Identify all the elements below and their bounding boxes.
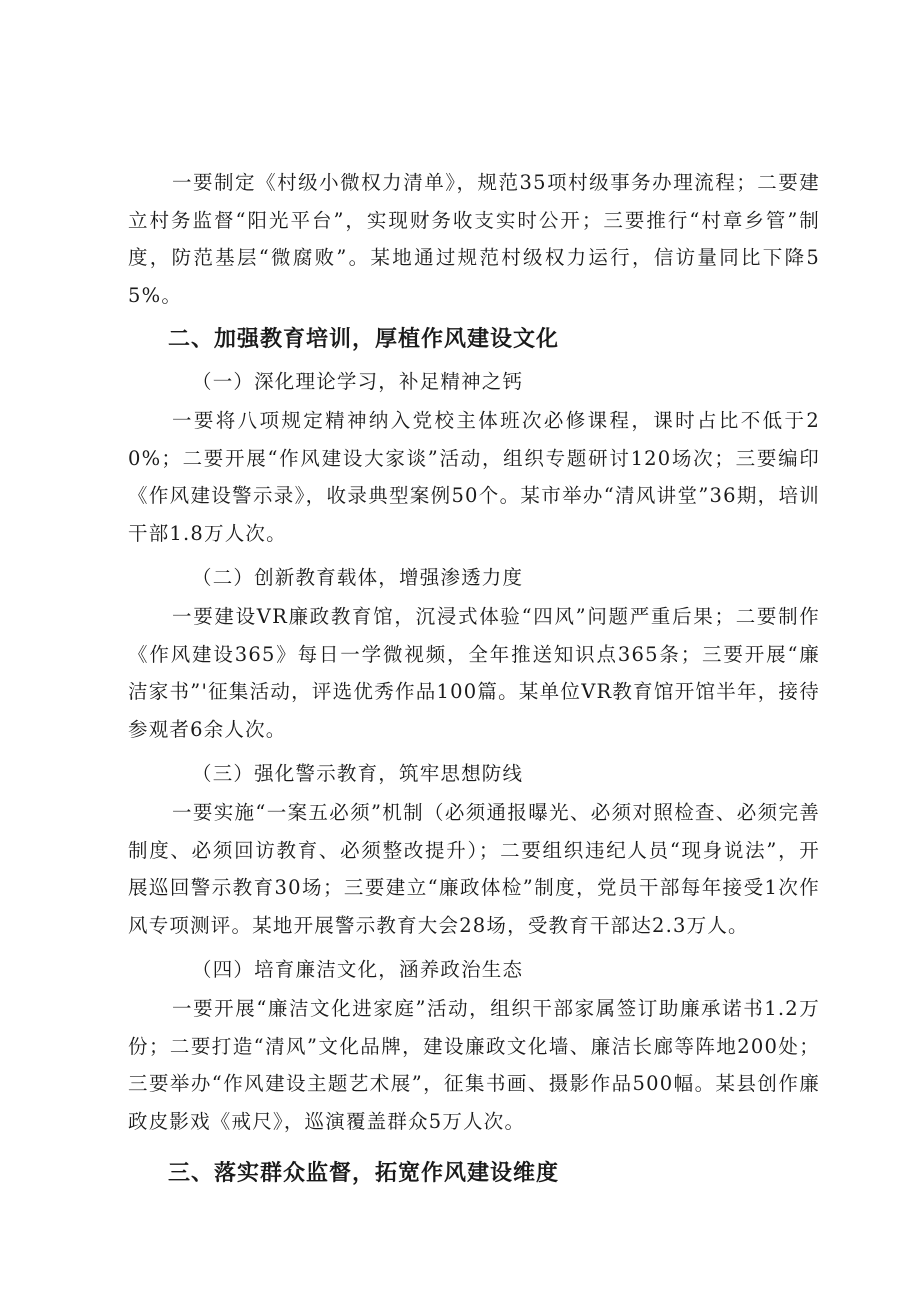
subsection-title-2: （二）创新教育载体，增强渗透力度 xyxy=(192,566,524,589)
subsection-paragraph-1: 一要将八项规定精神纳入党校主体班次必修课程，课时占比不低于20%；二要开展“作风建设大家谈”活动，组织专题研讨120场次；三要编印《作风建设警示录》，收录典型案例50个。某市举办“清风讲堂”36期，培训干部1.8万人次。 xyxy=(128,409,820,545)
subsection-paragraph-4: 一要开展“廉洁文化进家庭”活动，组织干部家属签订助廉承诺书1.2万份；二要打造“清风”文化品牌，建设廉政文化墙、廉洁长廊等阵地200处；三要举办“作风建设主题艺术展”，征集书画、摄影作品500幅。某县创作廉政皮影戏《戒尺》，巡演覆盖群众5万人次。 xyxy=(128,997,820,1133)
section-heading-2: 二、加强教育培训，厚植作风建设文化 xyxy=(168,327,560,352)
subsection-title-4: （四）培育廉洁文化，涵养政治生态 xyxy=(192,958,524,981)
section-heading-3: 三、落实群众监督，拓宽作风建设维度 xyxy=(168,1161,560,1186)
subsection-paragraph-3: 一要实施“一案五必须”机制（必须通报曝光、必须对照检查、必须完善制度、必须回访教育、必须整改提升）；二要组织违纪人员“现身说法”，开展巡回警示教育30场；三要建立“廉政体检”制度，党员干部每年接受1次作风专项测评。某地开展警示教育大会28场，受教育干部达2.3万人。 xyxy=(128,801,820,937)
subsection-title-1: （一）深化理论学习，补足精神之钙 xyxy=(192,370,524,393)
intro-paragraph: 一要制定《村级小微权力清单》，规范35项村级事务办理流程；二要建立村务监督“阳光平台”，实现财务收支实时公开；三要推行“村章乡管”制度，防范基层“微腐败”。某地通过规范村级权力运行，信访量同比下降55%。 xyxy=(128,171,820,307)
subsection-title-3: （三）强化警示教育，筑牢思想防线 xyxy=(192,762,524,785)
subsection-paragraph-2: 一要建设VR廉政教育馆，沉浸式体验“四风”问题严重后果；二要制作《作风建设365》每日一学微视频，全年推送知识点365条；三要开展“廉洁家书”'征集活动，评选优秀作品100篇。某单位VR教育馆开馆半年，接待参观者6余人次。 xyxy=(128,605,820,741)
